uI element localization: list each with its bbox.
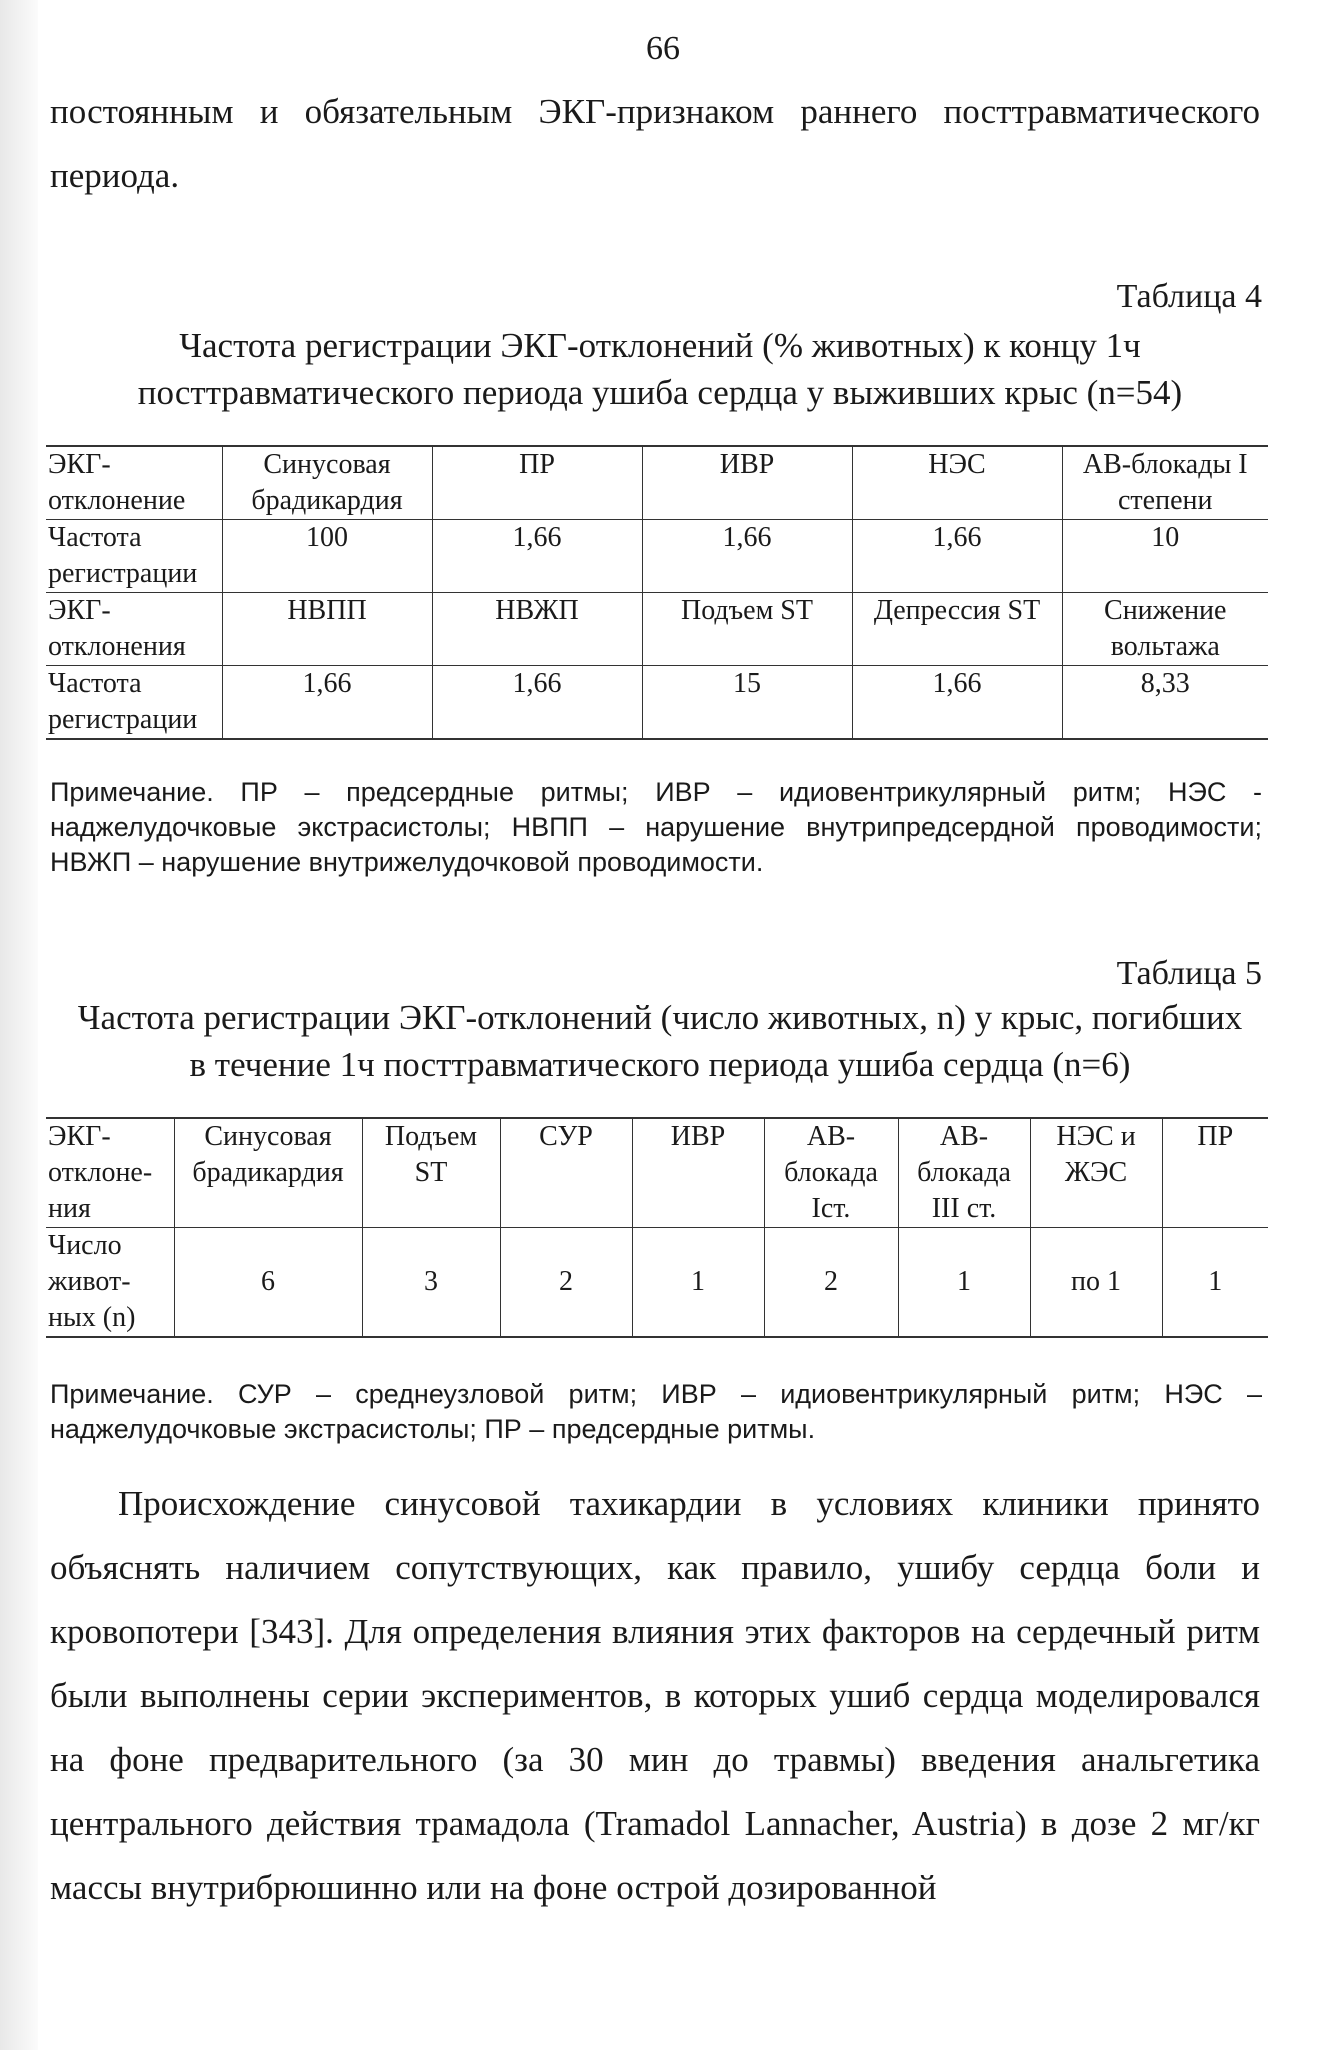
table5-cell: Число живот-ных (n)	[48, 1230, 136, 1333]
table4-cell: 1,66	[852, 666, 1062, 740]
table4-cell: 8,33	[1062, 666, 1268, 740]
table4-cell: Подъем ST	[642, 593, 852, 666]
table4-cell: ЭКГ-отклонения	[48, 595, 186, 662]
table5-header-cell: ЭКГ-отклоне-ния	[48, 1121, 153, 1224]
table4-cell: 10	[1062, 520, 1268, 593]
table4-cell: 1,66	[222, 666, 432, 740]
table5-header-cell: СУР	[500, 1118, 632, 1228]
table4-caption	[40, 322, 1280, 416]
table4	[46, 445, 1268, 740]
table5-header-cell: ПР	[1162, 1118, 1268, 1228]
table5-header-cell: АВ-блокада Iст.	[764, 1118, 898, 1228]
scan-edge-shadow	[0, 0, 38, 2050]
table4-cell: 100	[222, 520, 432, 593]
table4-cell: 1,66	[852, 520, 1062, 593]
table4-caption-line-2: посттравматического периода ушиба сердца у выживших крыс (n=54)	[137, 373, 1183, 412]
table5-header-cell: Подъем ST	[362, 1118, 500, 1228]
table4-cell: Синусовая брадикардия	[222, 446, 432, 520]
top-paragraph-line-2: периода.	[50, 156, 180, 195]
table5-cell: 1	[898, 1228, 1030, 1338]
table5-header-cell: АВ-блокада III ст.	[898, 1118, 1030, 1228]
table4-cell: Частота регистрации	[48, 522, 198, 589]
table5-value-row	[46, 1228, 1268, 1338]
table5-cell: 1	[1162, 1228, 1268, 1338]
table4-cell: 1,66	[432, 520, 642, 593]
table4-row	[46, 446, 1268, 520]
table4-row	[46, 520, 1268, 593]
table5-cell: 6	[174, 1228, 362, 1338]
bottom-paragraph	[50, 1472, 1260, 1920]
table4-note: Примечание. ПР – предсердные ритмы; ИВР – идиовентрикулярный ритм; НЭС - наджелудочковые экстрасистолы; НВПП – нарушение внутрипредсердной проводимости; НВЖП – нарушение внутрижелудочковой проводимости.	[50, 777, 1262, 877]
table5-label: Таблица 5	[1116, 955, 1262, 992]
table4-label: Таблица 4	[1116, 278, 1262, 315]
table5-header-cell: Синусовая брадикардия	[174, 1118, 362, 1228]
bottom-paragraph-text: Происхождение синусовой тахикардии в условиях клиники принято объяснять наличием сопутствующих, как правило, ушибу сердца боли и кровопотери [343]. Для определения влияния этих факторов на сердечный ритм были выполнены серии экспериментов, в которых ушиб сердца моделировался на фоне предварительного (за 30 мин до травмы) введения анальгетика центрального действия трамадола (Tramadol Lannacher, Austria) в дозе 2 мг/кг массы внутрибрюшинно или на фоне острой дозированной	[50, 1484, 1260, 1907]
table4-cell: Частота регистрации	[48, 668, 198, 735]
table5-note: Примечание. СУР – среднеузловой ритм; ИВР – идиовентрикулярный ритм; НЭС – наджелудочковые экстрасистолы; ПР – предсердные ритмы.	[50, 1379, 1262, 1444]
table4-row	[46, 666, 1268, 740]
table5-cell: по 1	[1030, 1228, 1162, 1338]
page-number: 66	[646, 30, 680, 67]
table5-header-row	[46, 1118, 1268, 1228]
table4-cell: Депрессия ST	[852, 593, 1062, 666]
table5-cell: 1	[632, 1228, 764, 1338]
table4-cell: 15	[642, 666, 852, 740]
table4-cell: НВПП	[222, 593, 432, 666]
table4-cell: НЭС	[852, 446, 1062, 520]
table5-cell: 2	[500, 1228, 632, 1338]
table5	[46, 1117, 1268, 1338]
table5-cell: 3	[362, 1228, 500, 1338]
table4-cell: АВ-блокады I степени	[1062, 446, 1268, 520]
table5-caption-line-2: в течение 1ч посттравматического периода ушиба сердца (n=6)	[189, 1045, 1131, 1084]
table5-caption	[40, 994, 1280, 1088]
table4-cell: ПР	[432, 446, 642, 520]
table4-cell: ЭКГ-отклонение	[48, 449, 186, 516]
top-paragraph-line-1: постоянным и обязательным ЭКГ-признаком раннего посттравматического	[50, 92, 1260, 131]
table4-cell: ИВР	[642, 446, 852, 520]
table4-cell: НВЖП	[432, 593, 642, 666]
table4-cell: 1,66	[642, 520, 852, 593]
table4-caption-line-1: Частота регистрации ЭКГ-отклонений (% животных) к концу 1ч	[179, 326, 1141, 365]
table5-cell: 2	[764, 1228, 898, 1338]
table5-header-cell: НЭС и ЖЭС	[1030, 1118, 1162, 1228]
table5-header-cell: ИВР	[632, 1118, 764, 1228]
table4-cell: 1,66	[432, 666, 642, 740]
table5-caption-line-1: Частота регистрации ЭКГ-отклонений (число животных, n) у крыс, погибших	[77, 998, 1243, 1037]
table4-row	[46, 593, 1268, 666]
top-paragraph	[50, 80, 1260, 208]
table4-cell: Снижение вольтажа	[1062, 593, 1268, 666]
